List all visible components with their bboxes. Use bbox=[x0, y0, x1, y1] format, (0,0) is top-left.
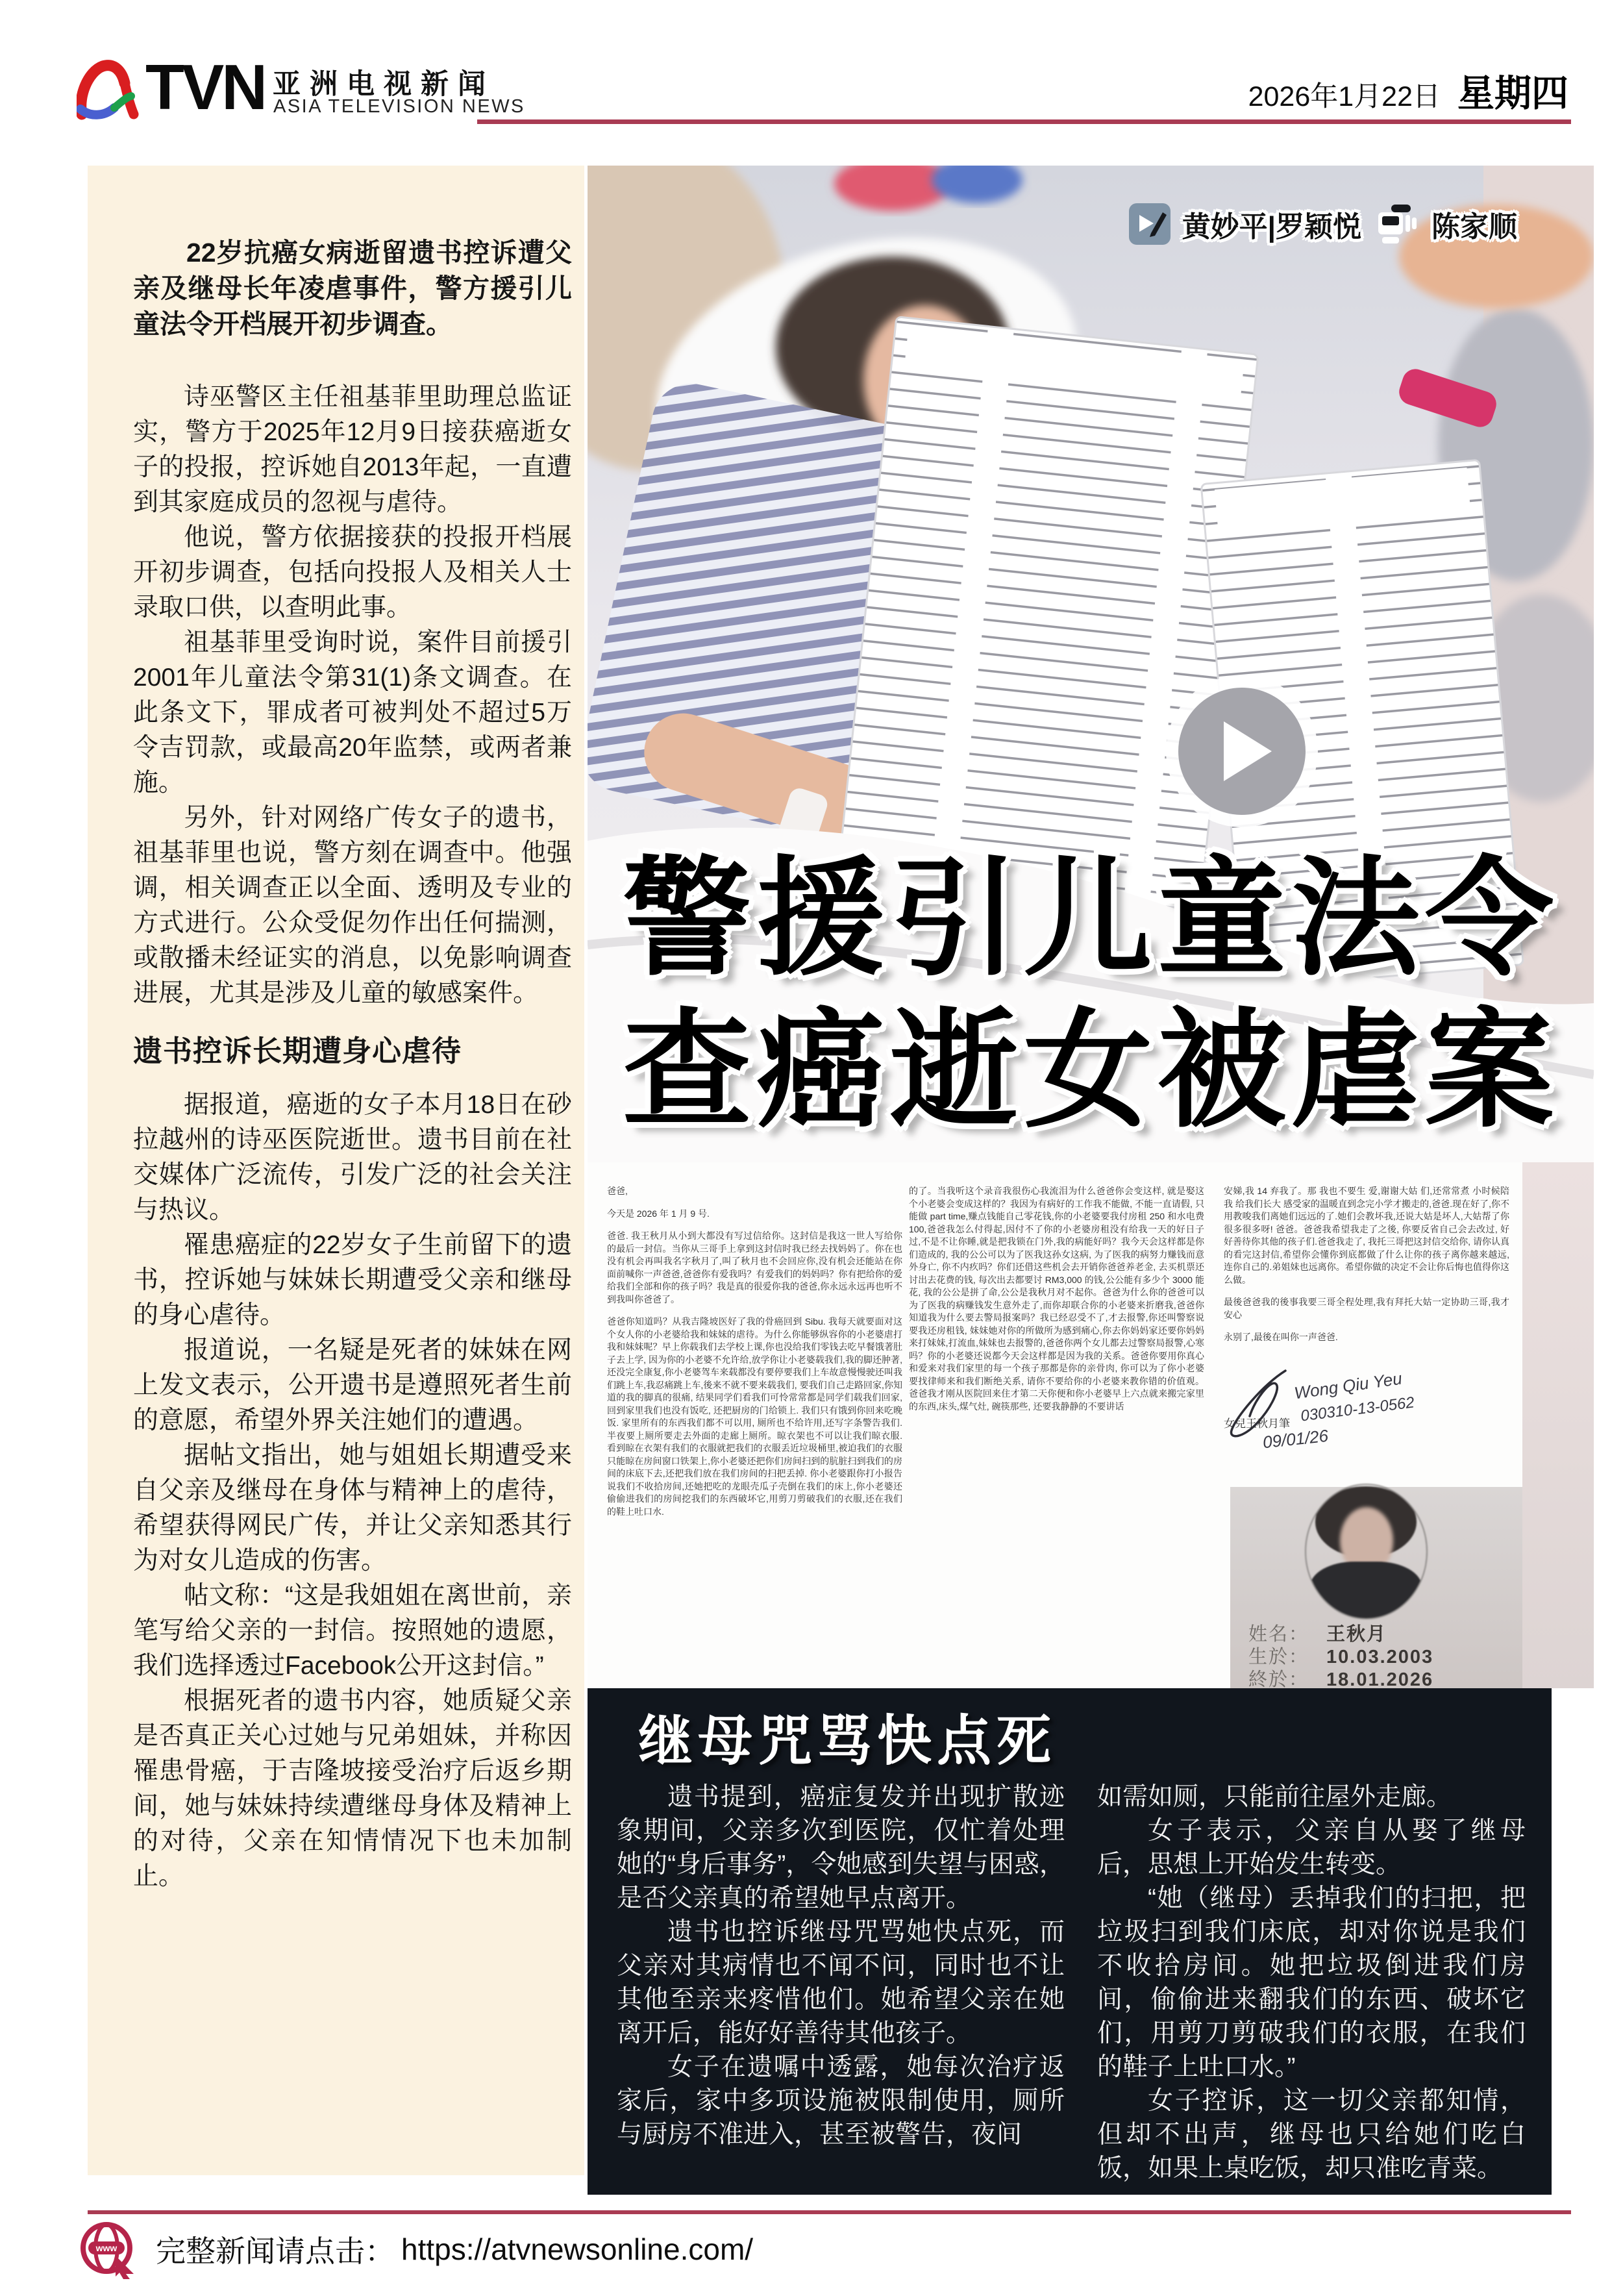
photo-credits bbox=[1129, 203, 1517, 245]
birth-date: 10.03.2003 bbox=[1326, 1647, 1434, 1667]
cameraman-credit: 陈家顺 bbox=[1431, 211, 1517, 243]
photo-edge-strip bbox=[1522, 1162, 1594, 1688]
section-paragraph: 遗书提到，癌症复发并出现扩散迹象期间，父亲多次到医院，仅忙着处理她的“身后事务”，令她感到失望与困惑，是否父亲真的希望她早点离开。 bbox=[617, 1783, 1065, 1912]
letter-column-3-text bbox=[1224, 1185, 1509, 1321]
section-paragraph: 遗书也控诉继母咒骂她快点死，而父亲对其病情也不闻不问，同时也不让其他至亲来疼惜他们。她希望父亲在她离开后，能好好善待其他孩子。 bbox=[617, 1918, 1065, 2047]
portrait-torso bbox=[1310, 1562, 1422, 1619]
article-body-part2 bbox=[133, 1088, 572, 1894]
signature-name: Wong Qiu Yeu bbox=[1293, 1368, 1404, 1403]
section-column-2-rest bbox=[1097, 1814, 1526, 2186]
play-icon bbox=[1224, 721, 1272, 781]
main-headline bbox=[588, 843, 1594, 1147]
died-label: 終於： bbox=[1248, 1669, 1309, 1688]
article-paragraph: 据帖文指出，她与姐姐长期遭受来自父亲及继母在身体与精神上的虐待，希望获得网民广传，并让父亲知悉其行为对女儿造成的伤害。 bbox=[133, 1441, 572, 1575]
section-paragraph: 女子在遗嘱中透露，她每次治疗返家后，家中多项设施被限制使用，厕所与厨房不准进入，甚至被警告，夜间 bbox=[617, 2053, 1065, 2149]
section-paragraph-continued: 如需如厕，只能前往屋外走廊。 bbox=[1097, 1783, 1452, 1811]
signature-block bbox=[1224, 1354, 1509, 1477]
camera-icon bbox=[1373, 203, 1420, 245]
stepmother-section bbox=[588, 1688, 1552, 2195]
footer-cta bbox=[156, 2228, 753, 2271]
article-paragraph: 他说，警方依据接获的投报开档展开初步调查，包括向投报人及相关人士录取口供，以查明此事。 bbox=[133, 523, 572, 621]
publication-weekday: 星期四 bbox=[1457, 73, 1568, 114]
play-button-disc bbox=[1178, 688, 1306, 815]
globe-cursor-icon bbox=[78, 2219, 138, 2279]
signature-date: 09/01/26 bbox=[1261, 1425, 1330, 1452]
video-pen-icon bbox=[1129, 203, 1171, 245]
deceased-name: 王秋月 bbox=[1326, 1624, 1387, 1645]
article-column bbox=[133, 235, 572, 1894]
article-paragraph: 报道说，一名疑是死者的妹妹在网上发文表示，公开遗书是遵照死者生前的意愿，希望外界关注她们的遭遇。 bbox=[133, 1336, 572, 1434]
footer-url-link[interactable]: https://atvnewsonline.com/ bbox=[401, 2232, 754, 2266]
headline-line1: 警援引儿童法令 bbox=[623, 847, 1559, 990]
name-label: 姓名： bbox=[1248, 1624, 1309, 1645]
publication-date: 2026年1月22日 bbox=[1248, 81, 1441, 112]
signed-by-label: 女兒王秋月筆 bbox=[1224, 1417, 1290, 1430]
reporter-credit: 黄妙平|罗颖悦 bbox=[1182, 211, 1361, 243]
article-lede: 22岁抗癌女病逝留遗书控诉遭父亲及继母长年凌虐事件，警方援引儿童法令开档展开初步调查。 bbox=[133, 238, 572, 339]
letter-paragraph: 爸爸, bbox=[607, 1186, 628, 1196]
letter-paragraph: 爸爸. 我王秋月从小到大都没有写过信给你。这封信是我这一世人写给你的最后一封信。当你从三哥手上拿到这封信时我已经去找妈妈了。你在也没有机会再叫我名字秋月了,叫了秋月也不会回应你,没有机会还能站在你面前喊你一声爸爸,爸爸你有爱我吗？有爱我们的妈妈吗？你有把给你的爱给我们全部和你的孩子吗？我是真的很爱你我的爸爸,你永远永远再也听不到我叫你爸爸了。 bbox=[607, 1230, 902, 1304]
letter-paragraph: 爸爸你知道吗？从我吉隆坡医好了我的骨癌回到 Sibu. 我每天就要面对这个女人你的小老婆给我和妹妹的虐待。为什么你能够纵容你的小老婆虐打我和妹妹呢？早上你载我们去学校上课,你也没给我们零钱去吃早餐饿著肚子去上学, 因为你的小老婆不允许给,放学你让小老婆载我们,我的脚还肿著,还没完全康复,你小老婆驾车来载都没有要停要我们上车故意慢慢驶还叫我们跳上车,我忍痛跳上车,後来不就不要来载我们, 要我们自己走路回家,你知道的我的脚真的很痛, 结果同学们看我们可怜常常都是同学们载我们回家,回到家里我们也没有饭吃, 还把厨房的门给锁上. 我们只有饿到你回来吃晚饭. 家里所有的东西我们都不可以用, 厕所也不给许用,还写字条警告我们. 半夜要上厕所要走去外面的走廊上厕所。晾衣架也不可以让我们晾衣服. 看到晾在衣架有我们的衣服就把我们的衣服丢近垃圾桶里,被迫我们的衣服只能晾在房间窗口铁架上,你小老婆还把你们房间扫到的肮脏扫到我们的房间的床底下去,还把我们放在我们房间的扫把丢掉. 你小老婆跟你打小报告说我们不收拾房间,还她把吃的龙眼壳瓜子壳倒在我们的床上,你小老婆还偷偷进我们的房间挖我们的东西破坏它,用剪刀剪破我们的衣服,还在我们的鞋上吐口水. bbox=[607, 1316, 902, 1517]
date-box bbox=[1248, 64, 1568, 117]
section-paragraph: “她（继母）丢掉我们的扫把，把垃圾扫到我们床底，却对你说是我们不收拾房间。她把垃圾倒进我们房间，偷偷进来翻我们的东西、破坏它们，用剪刀剪破我们的衣服，在我们的鞋子上吐口水。” bbox=[1097, 1884, 1526, 2081]
footer-divider bbox=[88, 2210, 1571, 2214]
article-paragraph: 祖基菲里受询时说，案件目前援引2001年儿童法令第31(1)条文调查。在此条文下，罪成者可被判处不超过5万令吉罚款，或最高20年监禁，或两者兼施。 bbox=[133, 629, 572, 797]
video-play-button[interactable] bbox=[1166, 675, 1318, 827]
letter-column-1 bbox=[607, 1185, 902, 1678]
footer-cta-label: 完整新闻请点击： bbox=[156, 2234, 395, 2268]
memorial-info bbox=[1248, 1625, 1508, 1688]
header-divider bbox=[477, 119, 1571, 124]
letter-paragraph: 今天是 2026 年 1 月 9 号. bbox=[607, 1208, 710, 1219]
signature-ic-number: 030310-13-0562 bbox=[1299, 1393, 1416, 1425]
article-paragraph: 诗巫警区主任祖基菲里助理总监证实，警方于2025年12月9日接获癌逝女子的投报，控诉她自2013年起，一直遭到其家庭成员的忽视与虐待。 bbox=[133, 383, 572, 516]
svg-text:www: www bbox=[95, 2243, 118, 2253]
brand-name-english: ASIA TELEVISION NEWS bbox=[273, 96, 525, 117]
article-paragraph: 根据死者的遗书内容，她质疑父亲是否真正关心过她与兄弟姐妹，并称因罹患骨癌，于吉隆坡接受治疗后返乡期间，她与妹妹持续遭继母身体及精神上的对待，父亲在知情情况下也未加制止。 bbox=[133, 1687, 572, 1890]
born-label: 生於： bbox=[1248, 1647, 1309, 1667]
letter-column-3 bbox=[1224, 1185, 1509, 1487]
letter-column-2 bbox=[909, 1185, 1204, 1678]
section-paragraph: 女子控诉，这一切父亲都知情，但却不出声，继母也只给她们吃白饭，如果上桌吃饭，却只准吃青菜。 bbox=[1097, 2087, 1526, 2182]
article-body-part1 bbox=[133, 380, 572, 1011]
memorial-died-row bbox=[1248, 1670, 1508, 1688]
suicide-note-scan bbox=[588, 1162, 1594, 1688]
article-paragraph: 帖文称：“这是我姐姐在离世前，亲笔写给父亲的一封信。按照她的遗愿，我们选择透过Facebook公开这封信。” bbox=[133, 1582, 572, 1680]
headline-line2: 查癌逝女被虐案 bbox=[623, 999, 1559, 1142]
footer bbox=[78, 2219, 753, 2279]
article-paragraph: 另外，针对网络广传女子的遗书，祖基菲里也说，警方刻在调查中。他强调，相关调查正以全面、透明及专业的方式进行。公众受促勿作出任何揣测，或散播未经证实的消息，以免影响调查进展，尤其是涉及儿童的敏感案件。 bbox=[133, 804, 572, 1007]
section-column-2 bbox=[1097, 1780, 1526, 2186]
brand-name-chinese: 亚洲电视新闻 bbox=[273, 69, 495, 100]
section-paragraph: 女子表示，父亲自从娶了继母后，思想上开始发生转变。 bbox=[1097, 1817, 1526, 1878]
death-date: 18.01.2026 bbox=[1326, 1669, 1434, 1688]
section-title: 继母咒骂快点死 bbox=[638, 1710, 1057, 1771]
memorial-born-row bbox=[1248, 1647, 1508, 1667]
letter-farewell: 永别了,最後在叫你一声爸爸. bbox=[1224, 1332, 1338, 1342]
memorial-name-row bbox=[1248, 1625, 1508, 1645]
letter-paragraph: 最後爸爸我的後事我要三哥全程处理,我有拜托大姑一定协助三哥,我才安心 bbox=[1224, 1297, 1509, 1320]
logo-wordmark: TVN bbox=[145, 51, 265, 123]
letter-paragraph: 的了。当我听这个录音我很伤心我流泪为什么爸爸你会变这样, 就是娶这个小老婆会变成这样的？我因为有病好的工作我不能做, 不能一直请假, 只能做 part time,赚点钱能自己零花钱,你的小老婆要我付房租 250 和水电费 100,爸爸我怎么付得起,因付不了你的小老婆房租没有给我一天的好日子过,不是不让你睡,就是把我锁在门外,我的病能好吗？我今天会这样都是你们造成的, 我的公公可以为了医我这孙女这病, 为了医我的病努力赚钱而意外身亡, 你不内疚吗？你们还借这些机会去开销你爸爸养老金, 去买机票还讨出去花费的钱, 每次出去都要讨 RM3,000 的钱,公公能有多少个 3000 能花, 我的公公是拼了命,公公是我秋月对不起你。爸爸为什么你的爸爸可以为了医我的病赚钱发生意外走了,而你却联合你的小老婆来折磨我,爸爸你知道我为什么要去警局报案吗？我已经忍受不了,才去报警,你还叫警察说要我还房租钱, 妹妹她对你的所做所为感到痛心,你去你妈妈家还要你妈妈来打妹妹,打流血,妹妹也去报警的,爸爸你两个女儿都去过警察局报警,心寒吗？你的小老婆还说都今天会这样都是因为我的关系。爸爸你要用你真心和爱来对我们家里的每一个孩子那都是你的亲骨肉, 你可以为了你小老婆要找律师来和我们断绝关系, 请你不要给你的小老婆来教你错的价值观。爸爸我才刚从医院回来住才第二天你便和你小老婆早上六点就来搬完家里的东西,床头,煤气灶, 碗筷那些, 还要我静静的不要讲话 bbox=[909, 1186, 1204, 1412]
article-subheading: 遗书控诉长期遭身心虐待 bbox=[133, 1034, 462, 1067]
memorial-card bbox=[1230, 1487, 1522, 1688]
section-column-1 bbox=[617, 1780, 1065, 2152]
article-paragraph: 据报道，癌逝的女子本月18日在砂拉越州的诗巫医院逝世。遗书目前在社交媒体广泛流传，引发广泛的社会关注与热议。 bbox=[133, 1091, 572, 1224]
atvn-logo-icon bbox=[77, 57, 148, 122]
article-paragraph: 罹患癌症的22岁女子生前留下的遗书，控诉她与妹妹长期遭受父亲和继母的身心虐待。 bbox=[133, 1231, 572, 1329]
memorial-portrait bbox=[1305, 1484, 1428, 1619]
letter-paragraph: 安娣,我 14 弃我了。那 我也不要生 爱,谢谢大姑 们,还常常煮 小时候陪我 给我们长大 感受家的温暖直到念完小学才搬走的,爸爸.现在好了,你不用教唆我们离她们远远的了.她们会教坏我,还说大姑是坏人,大姑帮了你很多很多呀! 爸爸。爸爸我希望我走了之後, 你要反省自己会去改过, 好好善待你其他的孩子们.爸爸我走了, 我托三哥把这封信交给你, 请你认真的看完这封信,希望你会懂你到底都做了什么让你的孩子离你越来越远, 连你自己的.弟姐妹也远离你。希望你做的决定不会让你后悔也值得你这么做。 bbox=[1224, 1186, 1509, 1285]
